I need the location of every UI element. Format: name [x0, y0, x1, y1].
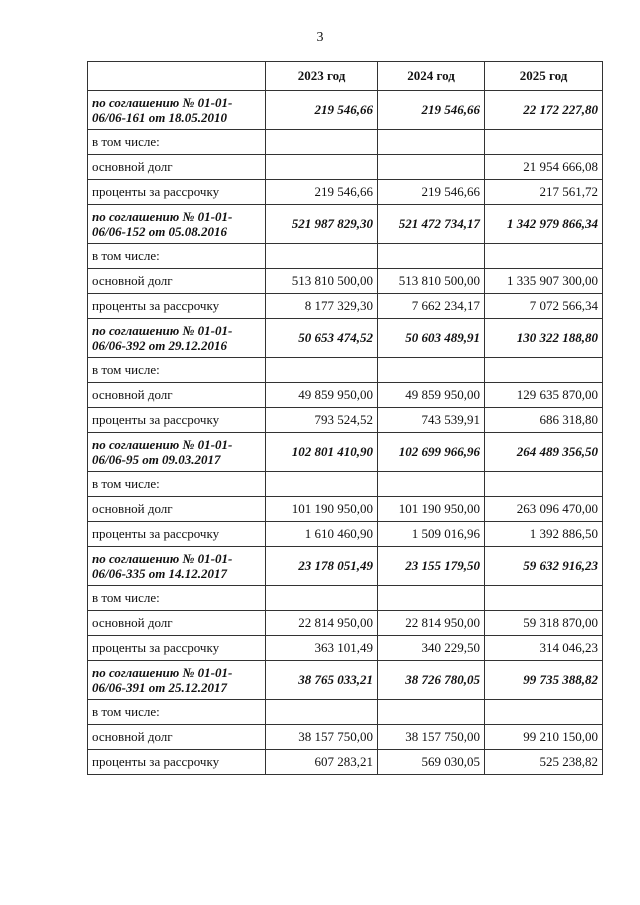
table-row — [88, 611, 603, 636]
row-label: по соглашению № 01-01-06/06-152 от 05.08.2016 — [88, 205, 266, 244]
value-cell-2025: 59 318 870,00 — [485, 611, 603, 636]
table-row — [88, 522, 603, 547]
table-row — [88, 383, 603, 408]
value-cell-2024: 340 229,50 — [378, 636, 485, 661]
table-row — [88, 472, 603, 497]
value-cell-2025: 1 392 886,50 — [485, 522, 603, 547]
value-cell-2025: 314 046,23 — [485, 636, 603, 661]
value-cell-2025: 525 238,82 — [485, 750, 603, 775]
row-label: по соглашению № 01-01-06/06-391 от 25.12.2017 — [88, 661, 266, 700]
table-row — [88, 700, 603, 725]
value-cell-2024: 219 546,66 — [378, 180, 485, 205]
value-cell-2025 — [485, 472, 603, 497]
value-cell-2025 — [485, 130, 603, 155]
value-cell-2024: 743 539,91 — [378, 408, 485, 433]
value-cell-2024 — [378, 155, 485, 180]
row-label: по соглашению № 01-01-06/06-161 от 18.05.2010 — [88, 91, 266, 130]
value-cell-2024: 1 509 016,96 — [378, 522, 485, 547]
table-row — [88, 408, 603, 433]
value-cell-2025: 263 096 470,00 — [485, 497, 603, 522]
value-cell-2025: 99 210 150,00 — [485, 725, 603, 750]
value-cell-2023: 38 765 033,21 — [266, 661, 378, 700]
value-cell-2024 — [378, 130, 485, 155]
value-cell-2024 — [378, 586, 485, 611]
table-row — [88, 358, 603, 383]
value-cell-2025: 264 489 356,50 — [485, 433, 603, 472]
debt-schedule-table — [87, 61, 603, 775]
value-cell-2023 — [266, 472, 378, 497]
row-label: в том числе: — [88, 244, 266, 269]
agreement-row — [88, 547, 603, 586]
row-label: в том числе: — [88, 130, 266, 155]
page-number: 3 — [316, 30, 324, 45]
value-cell-2023: 513 810 500,00 — [266, 269, 378, 294]
value-cell-2023: 793 524,52 — [266, 408, 378, 433]
value-cell-2024 — [378, 472, 485, 497]
value-cell-2025: 686 318,80 — [485, 408, 603, 433]
table-row — [88, 155, 603, 180]
value-cell-2023: 101 190 950,00 — [266, 497, 378, 522]
table-row — [88, 180, 603, 205]
value-cell-2023: 38 157 750,00 — [266, 725, 378, 750]
table-header-row — [88, 62, 603, 91]
value-cell-2025 — [485, 586, 603, 611]
value-cell-2024: 38 157 750,00 — [378, 725, 485, 750]
header-year-2025: 2025 год — [485, 62, 603, 91]
value-cell-2023 — [266, 358, 378, 383]
value-cell-2024: 521 472 734,17 — [378, 205, 485, 244]
row-label: в том числе: — [88, 586, 266, 611]
value-cell-2023: 8 177 329,30 — [266, 294, 378, 319]
value-cell-2024 — [378, 244, 485, 269]
value-cell-2024: 7 662 234,17 — [378, 294, 485, 319]
value-cell-2023: 607 283,21 — [266, 750, 378, 775]
value-cell-2024 — [378, 358, 485, 383]
value-cell-2023 — [266, 244, 378, 269]
table-row — [88, 586, 603, 611]
row-label: основной долг — [88, 383, 266, 408]
value-cell-2023: 1 610 460,90 — [266, 522, 378, 547]
value-cell-2023: 363 101,49 — [266, 636, 378, 661]
value-cell-2024: 22 814 950,00 — [378, 611, 485, 636]
row-label: в том числе: — [88, 472, 266, 497]
value-cell-2025 — [485, 358, 603, 383]
value-cell-2024: 102 699 966,96 — [378, 433, 485, 472]
row-label: проценты за рассрочку — [88, 522, 266, 547]
agreement-row — [88, 433, 603, 472]
value-cell-2025: 217 561,72 — [485, 180, 603, 205]
value-cell-2023 — [266, 700, 378, 725]
value-cell-2023 — [266, 130, 378, 155]
value-cell-2024: 38 726 780,05 — [378, 661, 485, 700]
header-empty-cell — [88, 62, 266, 91]
value-cell-2023 — [266, 586, 378, 611]
value-cell-2024 — [378, 700, 485, 725]
value-cell-2023 — [266, 155, 378, 180]
value-cell-2024: 101 190 950,00 — [378, 497, 485, 522]
agreement-row — [88, 319, 603, 358]
agreement-row — [88, 205, 603, 244]
table-row — [88, 636, 603, 661]
value-cell-2025: 22 172 227,80 — [485, 91, 603, 130]
table-body — [88, 91, 603, 775]
table-row — [88, 497, 603, 522]
value-cell-2023: 219 546,66 — [266, 180, 378, 205]
row-label: по соглашению № 01-01-06/06-392 от 29.12.2016 — [88, 319, 266, 358]
value-cell-2025 — [485, 244, 603, 269]
row-label: основной долг — [88, 497, 266, 522]
row-label: проценты за рассрочку — [88, 180, 266, 205]
row-label: проценты за рассрочку — [88, 750, 266, 775]
row-label: в том числе: — [88, 358, 266, 383]
agreement-row — [88, 91, 603, 130]
row-label: проценты за рассрочку — [88, 408, 266, 433]
value-cell-2025 — [485, 700, 603, 725]
table-row — [88, 725, 603, 750]
value-cell-2024: 219 546,66 — [378, 91, 485, 130]
value-cell-2024: 50 603 489,91 — [378, 319, 485, 358]
value-cell-2023: 49 859 950,00 — [266, 383, 378, 408]
value-cell-2024: 49 859 950,00 — [378, 383, 485, 408]
value-cell-2023: 521 987 829,30 — [266, 205, 378, 244]
header-year-2024: 2024 год — [378, 62, 485, 91]
row-label: проценты за рассрочку — [88, 294, 266, 319]
value-cell-2023: 23 178 051,49 — [266, 547, 378, 586]
value-cell-2025: 129 635 870,00 — [485, 383, 603, 408]
row-label: основной долг — [88, 269, 266, 294]
agreement-row — [88, 661, 603, 700]
value-cell-2025: 59 632 916,23 — [485, 547, 603, 586]
table-row — [88, 294, 603, 319]
value-cell-2024: 23 155 179,50 — [378, 547, 485, 586]
row-label: по соглашению № 01-01-06/06-335 от 14.12.2017 — [88, 547, 266, 586]
row-label: основной долг — [88, 611, 266, 636]
value-cell-2025: 7 072 566,34 — [485, 294, 603, 319]
header-year-2023: 2023 год — [266, 62, 378, 91]
value-cell-2023: 22 814 950,00 — [266, 611, 378, 636]
table-row — [88, 244, 603, 269]
value-cell-2025: 1 335 907 300,00 — [485, 269, 603, 294]
value-cell-2025: 21 954 666,08 — [485, 155, 603, 180]
row-label: проценты за рассрочку — [88, 636, 266, 661]
value-cell-2023: 102 801 410,90 — [266, 433, 378, 472]
table-row — [88, 130, 603, 155]
table-row — [88, 269, 603, 294]
value-cell-2025: 1 342 979 866,34 — [485, 205, 603, 244]
value-cell-2025: 99 735 388,82 — [485, 661, 603, 700]
row-label: основной долг — [88, 155, 266, 180]
row-label: основной долг — [88, 725, 266, 750]
value-cell-2025: 130 322 188,80 — [485, 319, 603, 358]
row-label: по соглашению № 01-01-06/06-95 от 09.03.2017 — [88, 433, 266, 472]
value-cell-2023: 50 653 474,52 — [266, 319, 378, 358]
row-label: в том числе: — [88, 700, 266, 725]
value-cell-2024: 513 810 500,00 — [378, 269, 485, 294]
table-row — [88, 750, 603, 775]
value-cell-2024: 569 030,05 — [378, 750, 485, 775]
value-cell-2023: 219 546,66 — [266, 91, 378, 130]
